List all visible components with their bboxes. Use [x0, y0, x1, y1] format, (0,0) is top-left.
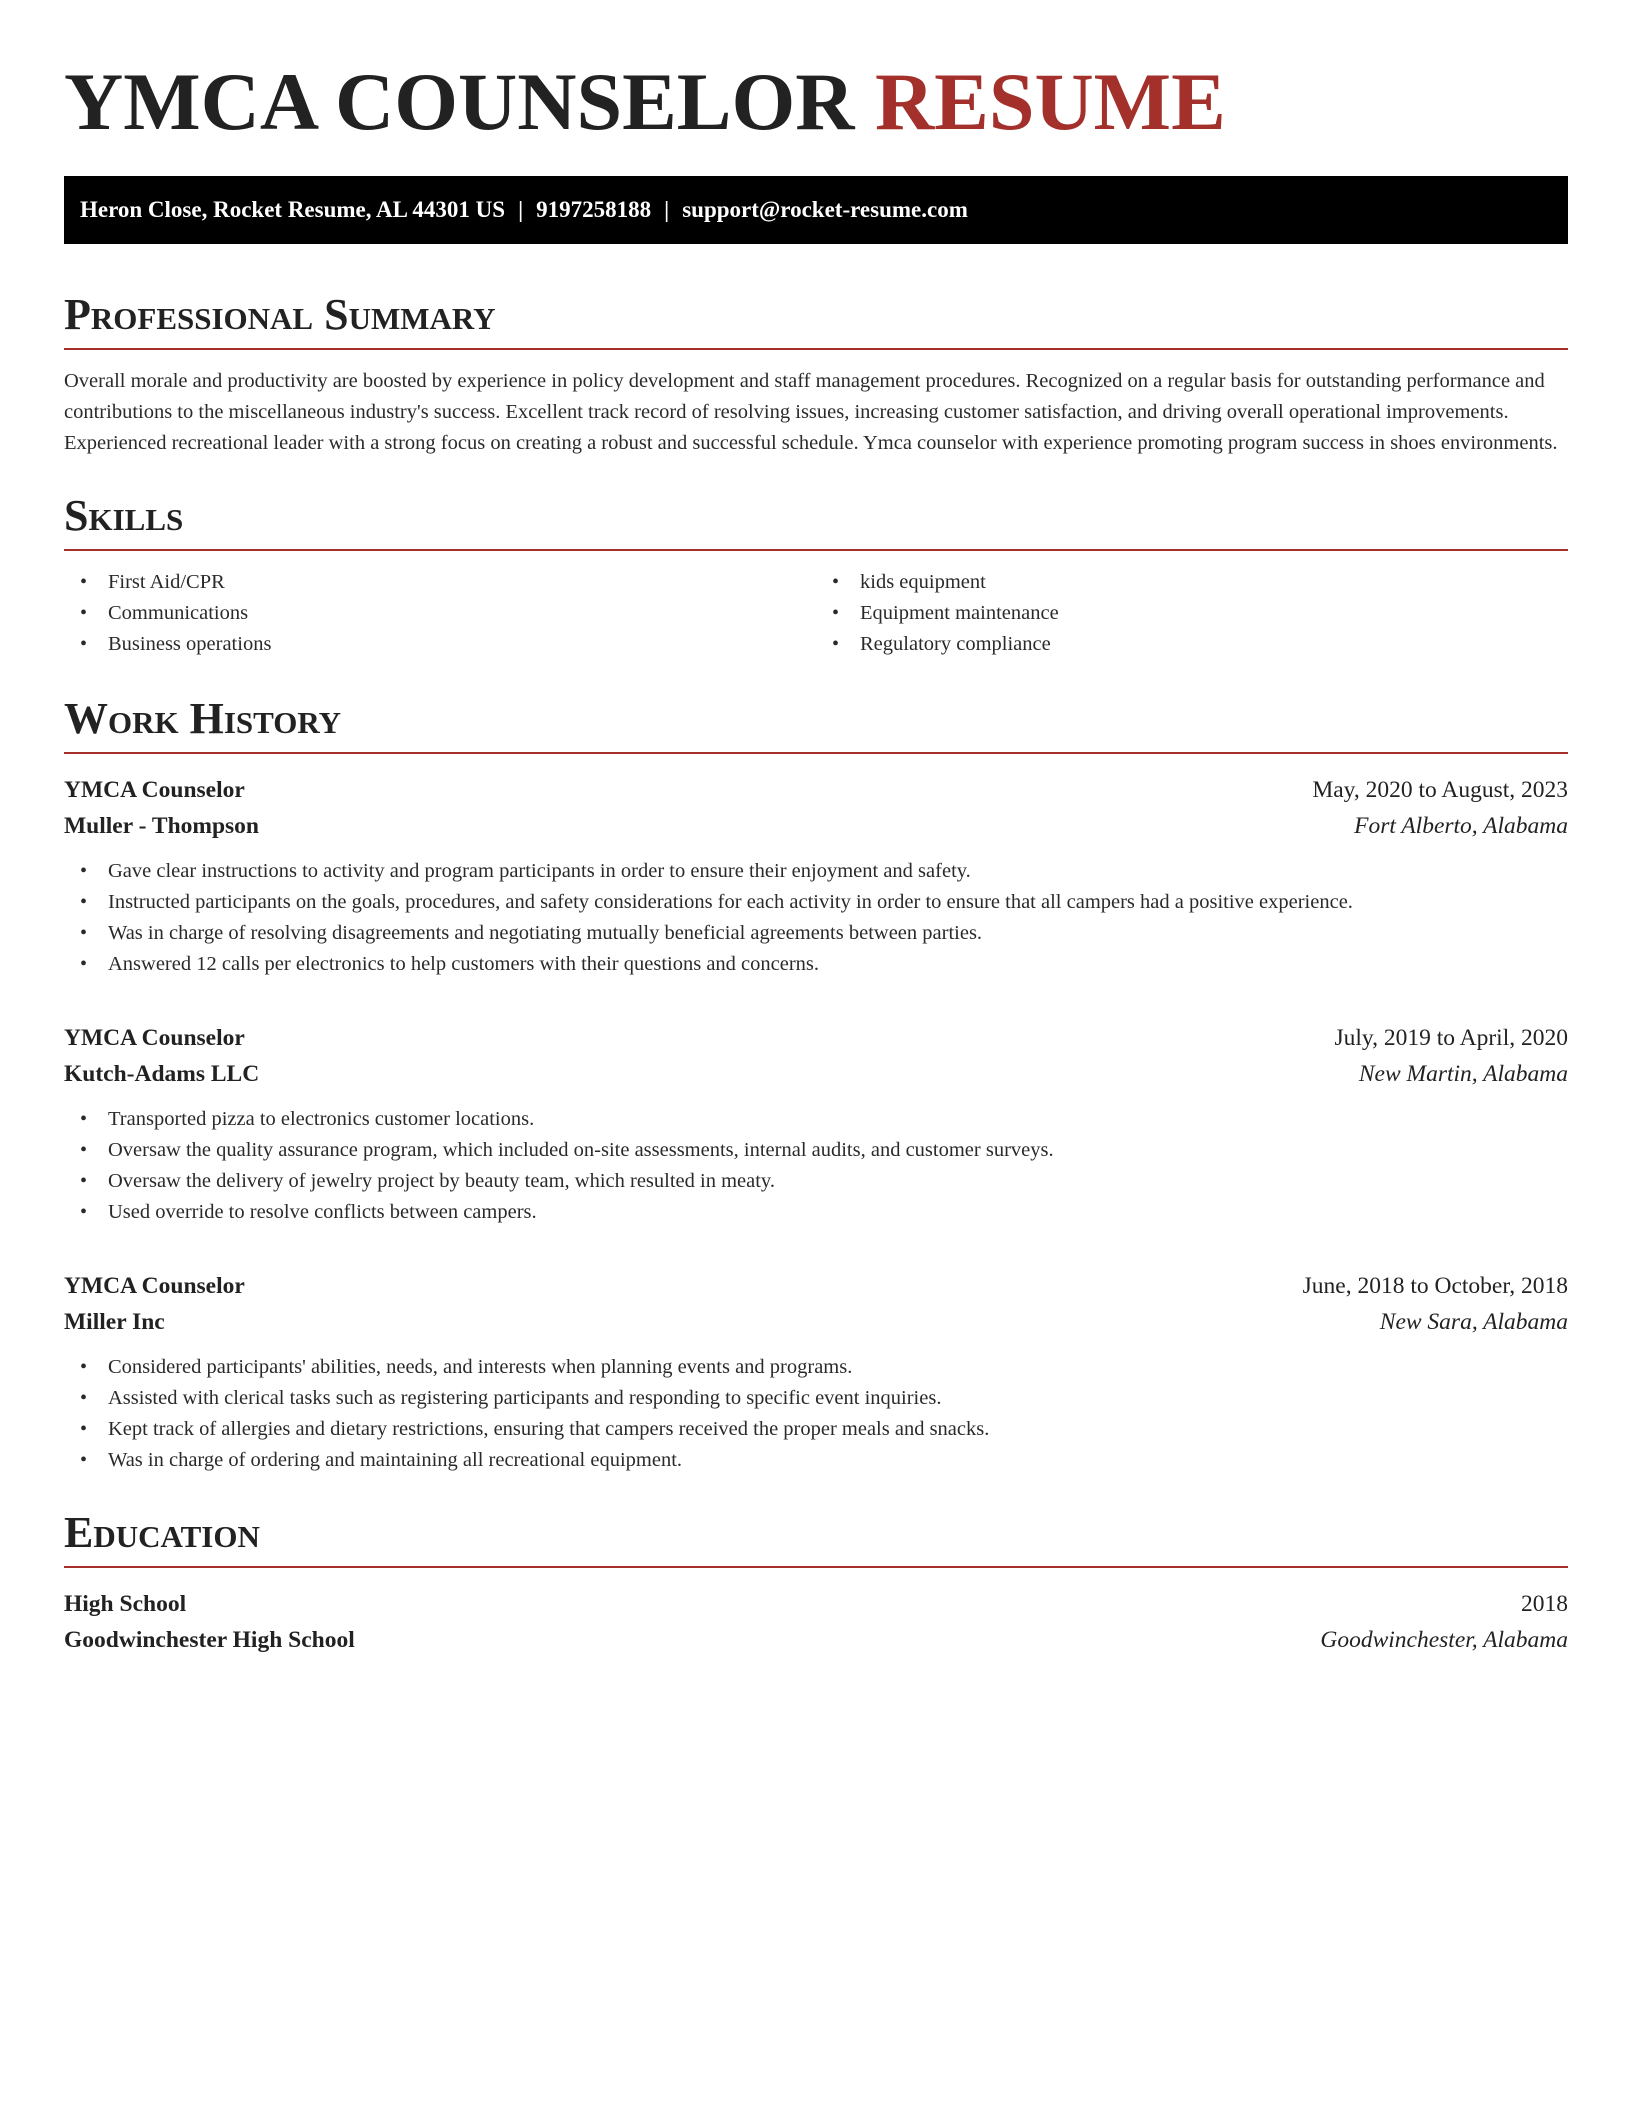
job-bullet: • Was in charge of ordering and maintaining all recreational equipment. [64, 1445, 1568, 1476]
skill-item: • Business operations [64, 629, 816, 660]
skill-item: • Regulatory compliance [816, 629, 1568, 660]
job-dates: May, 2020 to August, 2023 [1312, 777, 1568, 803]
job-bullet: • Kept track of allergies and dietary restrictions, ensuring that campers received the proper meals and snacks. [64, 1414, 1568, 1445]
job-company: Miller Inc [64, 1309, 165, 1335]
section-heading-work-history: Work History [64, 692, 1568, 754]
education-location: Goodwinchester, Alabama [1320, 1627, 1568, 1653]
job-bullets [64, 1352, 1568, 1476]
work-history-section [64, 692, 1568, 1476]
job-bullet: • Answered 12 calls per electronics to help customers with their questions and concerns. [64, 949, 1568, 980]
education-section [64, 1506, 1568, 1658]
summary-text: Overall morale and productivity are boosted by experience in policy development and staff management procedures. Recognized on a regular basis for outstanding performance and contributions to the miscellaneous industry's success. Excellent track record of resolving issues, increasing customer satisfaction, and driving overall operational improvements. Experienced recreational leader with a strong focus on creating a robust and successful schedule. Ymca counselor with experience promoting program success in shoes environments. [64, 370, 1558, 454]
contact-email: support@rocket-resume.com [682, 197, 968, 222]
skill-item: • Equipment maintenance [816, 598, 1568, 629]
section-heading-education: Education [64, 1506, 1568, 1568]
job-title: YMCA Counselor [64, 1273, 245, 1299]
job-entry [64, 1268, 1568, 1476]
resume-title [64, 0, 1568, 176]
title-accent: RESUME [874, 56, 1226, 147]
job-location: New Sara, Alabama [1379, 1309, 1568, 1335]
skill-item: • First Aid/CPR [64, 567, 816, 598]
education-entry [64, 1586, 1568, 1658]
job-bullet: • Assisted with clerical tasks such as registering participants and responding to specific event inquiries. [64, 1383, 1568, 1414]
education-school-row [64, 1622, 1568, 1658]
education-year: 2018 [1521, 1591, 1568, 1617]
job-bullet: • Oversaw the delivery of jewelry project by beauty team, which resulted in meaty. [64, 1166, 1568, 1197]
education-degree-row [64, 1586, 1568, 1622]
contact-address: Heron Close, Rocket Resume, AL 44301 US [80, 197, 506, 222]
job-entry [64, 772, 1568, 980]
job-title-row [64, 1020, 1568, 1056]
job-company: Kutch-Adams LLC [64, 1061, 260, 1087]
skill-item: • Communications [64, 598, 816, 629]
job-bullet: • Gave clear instructions to activity and program participants in order to ensure their enjoyment and safety. [64, 856, 1568, 887]
skills-section [64, 489, 1568, 660]
job-company: Muller - Thompson [64, 813, 259, 839]
job-bullet: • Used override to resolve conflicts between campers. [64, 1197, 1568, 1228]
section-heading-summary: Professional Summary [64, 288, 1568, 350]
job-bullet: • Considered participants' abilities, needs, and interests when planning events and programs. [64, 1352, 1568, 1383]
education-degree: High School [64, 1591, 187, 1617]
skills-grid [64, 567, 1568, 660]
job-entry [64, 1020, 1568, 1228]
contact-separator: | [518, 197, 524, 222]
contact-phone: 9197258188 [536, 197, 652, 222]
job-dates: June, 2018 to October, 2018 [1302, 1273, 1568, 1299]
job-company-row [64, 808, 1568, 844]
contact-bar [64, 176, 1568, 244]
section-heading-skills: Skills [64, 489, 1568, 551]
job-location: New Martin, Alabama [1358, 1061, 1568, 1087]
skills-column-right [816, 567, 1568, 660]
job-bullet: • Was in charge of resolving disagreements and negotiating mutually beneficial agreements between parties. [64, 918, 1568, 949]
education-school: Goodwinchester High School [64, 1627, 355, 1653]
job-title-row [64, 772, 1568, 808]
job-bullets [64, 856, 1568, 980]
job-bullet: • Oversaw the quality assurance program, which included on-site assessments, internal audits, and customer surveys. [64, 1135, 1568, 1166]
title-main: YMCA COUNSELOR [64, 56, 855, 147]
job-location: Fort Alberto, Alabama [1354, 813, 1568, 839]
job-title: YMCA Counselor [64, 1025, 245, 1051]
skill-item: • kids equipment [816, 567, 1568, 598]
job-title-row [64, 1268, 1568, 1304]
job-company-row [64, 1056, 1568, 1092]
contact-separator: | [664, 197, 670, 222]
job-dates: July, 2019 to April, 2020 [1334, 1025, 1568, 1051]
job-title: YMCA Counselor [64, 777, 245, 803]
skills-column-left [64, 567, 816, 660]
professional-summary-section [64, 288, 1568, 459]
job-bullet: • Instructed participants on the goals, procedures, and safety considerations for each activity in order to ensure that all campers had a positive experience. [64, 887, 1568, 918]
job-company-row [64, 1304, 1568, 1340]
job-bullet: • Transported pizza to electronics customer locations. [64, 1104, 1568, 1135]
job-bullets [64, 1104, 1568, 1228]
